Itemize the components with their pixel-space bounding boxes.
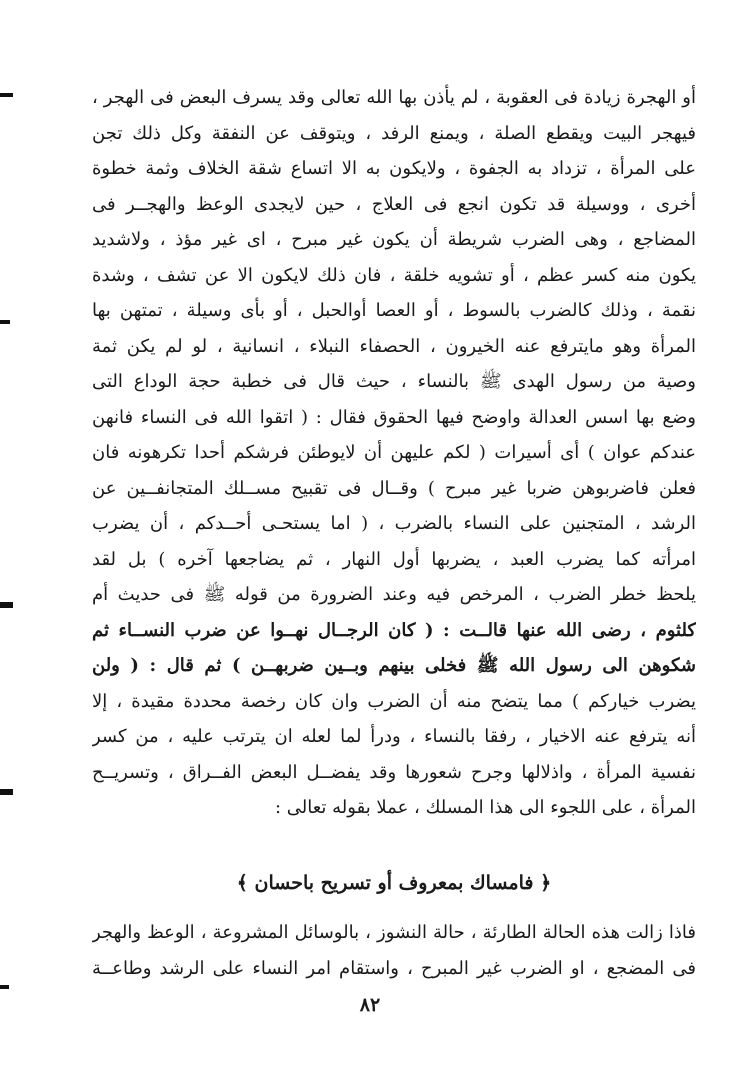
text-line: عندكم عوان ) أى أسيرات ( لكم عليهن أن لايوطئن فرشكم أحدا تكرهونه فان xyxy=(92,442,696,463)
text-line: أنه يترفع عنه الاخيار ، رفقا بالنساء ، ودرأ لما لعله ان يترتب عليه ، من كسر xyxy=(92,726,696,747)
scan-edge-mark xyxy=(0,789,13,795)
scan-edge-mark xyxy=(0,985,9,989)
text-line: المرأة ، على اللجوء الى هذا المسلك ، عملا بقوله تعالى : xyxy=(274,797,696,818)
quran-verse: ﴿ فامساك بمعروف أو تسريح باحسان ﴾ xyxy=(236,872,552,894)
text-line: نقمة ، وذلك كالضرب بالسوط ، أو العصا أوالحبل ، أو بأى وسيلة ، تمتهن بها xyxy=(92,300,696,321)
text-line: يلحظ خطر الضرب ، المرخص فيه وعند الضرورة من قوله ﷺ فى حديث أم xyxy=(92,584,696,605)
main-paragraph xyxy=(92,80,696,826)
text-line: وضع بها اسس العدالة واوضح فيها الحقوق فقال : ( اتقوا الله فى النساء فانهن xyxy=(92,406,696,428)
text-line: على المرأة ، تزداد به الجفوة ، ولايكون به الا اتساع شقة الخلاف وثمة خطوة xyxy=(92,158,696,179)
text-line: فى المضجع ، او الضرب غير المبرح ، واستقام امر النساء على الرشد وطاعــة xyxy=(92,957,696,979)
page-number: ٨٢ xyxy=(359,994,381,1016)
scan-edge-mark xyxy=(0,320,10,324)
text-line: أخرى ، ووسيلة قد تكون انجع فى العلاج ، حين لايجدى الوعظ والهجــر فى xyxy=(92,193,696,215)
text-line: فاذا زالت هذه الحالة الطارئة ، حالة النشوز ، بالوسائل المشروعة ، الوعظ والهجر xyxy=(92,922,696,943)
text-line: كلثوم ، رضى الله عنها قالــت : ( كان الرجــال نهــوا عن ضرب النســاء ثم xyxy=(92,619,696,641)
text-line: الرشد ، المتجنين على النساء بالضرب ، ( اما يستحـى أحــدكم ، أن يضرب xyxy=(92,513,696,534)
text-line: أو الهجرة زيادة فى العقوبة ، لم يأذن بها الله تعالى وقد يسرف البعض فى الهجر ، xyxy=(92,87,696,108)
text-line: شكوهن الى رسول الله ﷺ فخلى بينهم وبــين ضربهــن ) ثم قال : ( ولن xyxy=(92,655,696,676)
second-paragraph xyxy=(92,915,696,986)
scan-edge-mark xyxy=(0,602,13,608)
text-line: وصية من رسول الهدى ﷺ بالنساء ، حيث قال فى خطبة حجة الوداع التى xyxy=(92,371,696,392)
text-line: المرأة وهو مايترفع عنه الخيرون ، الحصفاء النبلاء ، انسانية ، لو لم يكن ثمة xyxy=(92,335,696,357)
text-line: فعلن فاضربوهن ضربا غير مبرح ) وقــال فى تقبيح مســلك المتجانفــين عن xyxy=(92,477,696,499)
scan-edge-mark xyxy=(0,93,13,97)
text-line: امرأته كما يضرب العبد ، يضربها أول النهار ، ثم يضاجعها آخره ) بل لقد xyxy=(92,548,696,570)
text-line: فيهجر البيت ويقطع الصلة ، ويمنع الرفد ، ويتوقف عن النفقة وكل ذلك تجن xyxy=(92,122,696,144)
text-line: يكون منه كسر عظم ، أو تشويه خلقة ، فان ذلك لايكون الا عن تشف ، وشدة xyxy=(92,264,696,286)
text-line: نفسية المرأة ، واذلالها وجرح شعورها وقد يفضــل البعض الفــراق ، وتسريــح xyxy=(92,761,696,783)
text-line: المضاجع ، وهى الضرب شريطة أن يكون غير مبرح ، اى غير مؤذ ، ولاشديد xyxy=(92,229,696,250)
text-line: يضرب خياركم ) مما يتضح منه أن الضرب وان كان رخصة محددة مقيدة ، إلا xyxy=(92,690,696,712)
